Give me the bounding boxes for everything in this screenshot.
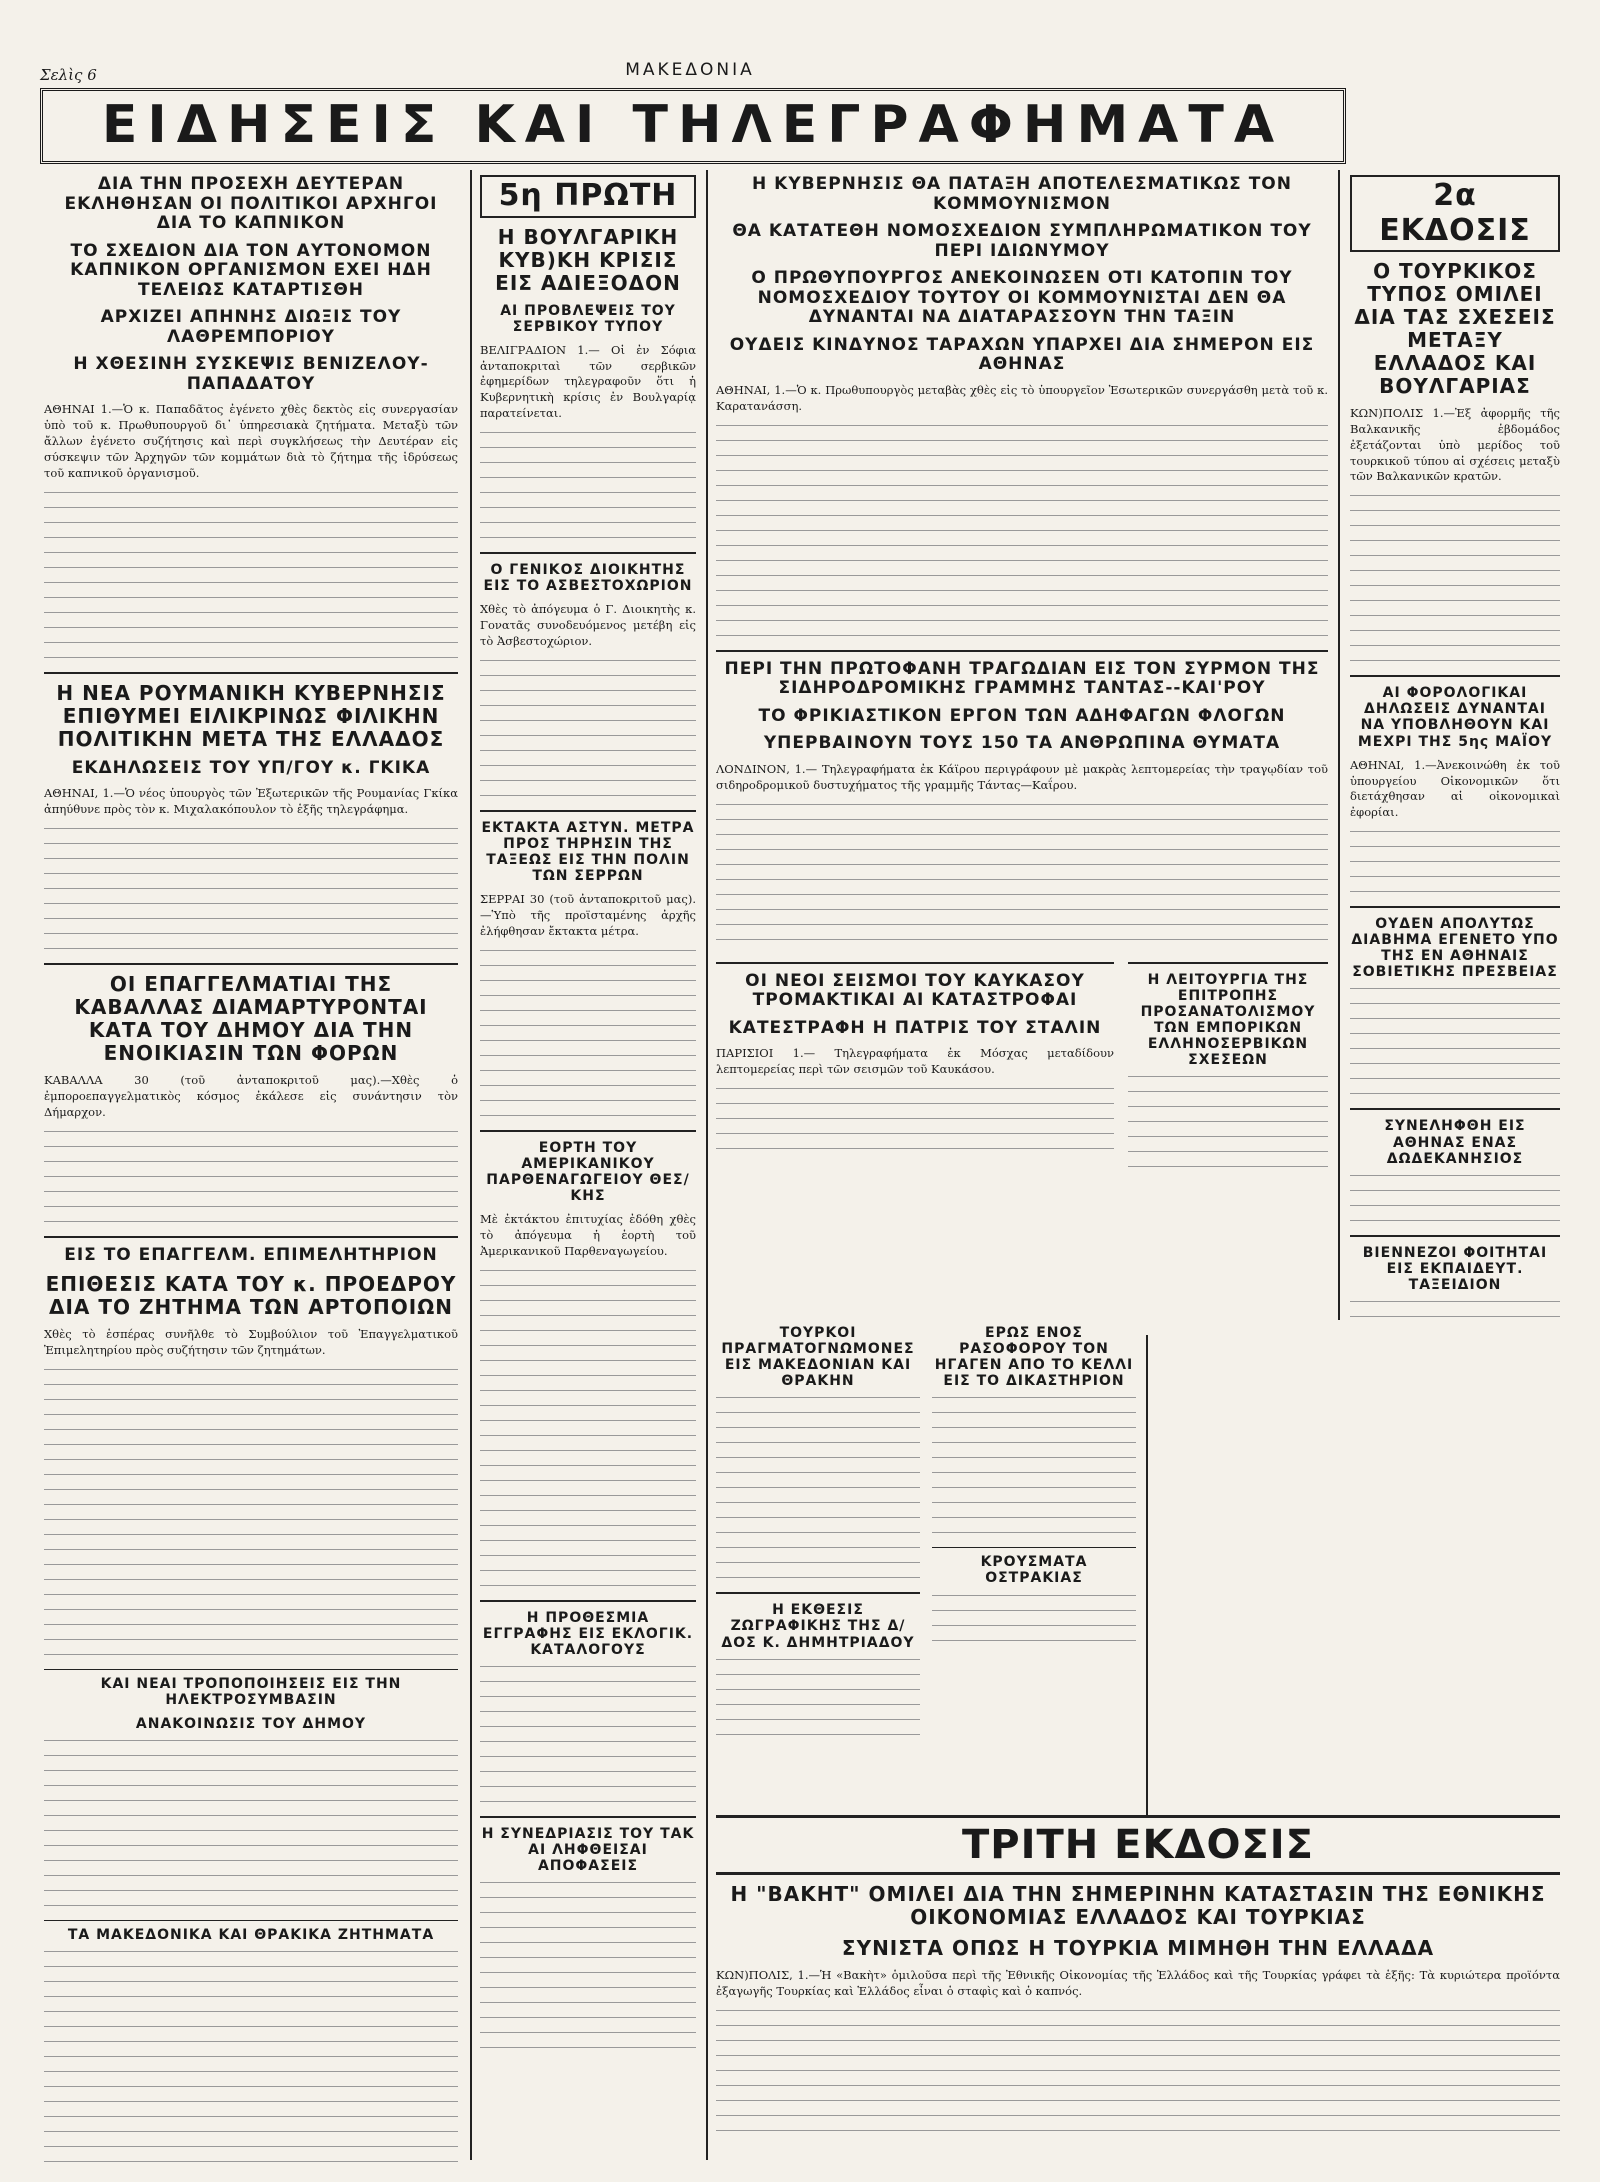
article-text-block xyxy=(932,1595,1136,1647)
headline: Η ΧΘΕΣΙΝΗ ΣΥΣΚΕΨΙΣ ΒΕΝΙΖΕΛΟΥ-ΠΑΠΑΔΑΤΟΥ xyxy=(73,354,429,394)
headline: ΟΙ ΕΠΑΓΓΕΛΜΑΤΙΑΙ ΤΗΣ ΚΑΒΑΛΛΑΣ ΔΙΑΜΑΡΤΥΡΟΝΤΑΙ ΚΑΤΑ ΤΟΥ ΔΗΜΟΥ ΔΙΑ ΤΗΝ ΕΝΟΙΚΙΑΣΙΝ ΤΩΝ ΦΟΡΩΝ xyxy=(74,972,428,1066)
article-text: ΚΩΝ)ΠΟΛΙΣ, 1.—Ἡ «Βακὴτ» ὁμιλοῦσα περὶ τῆς Ἐθνικῆς Οἰκονομίας τῆς Ἑλλάδος καὶ τῆς Τουρκίας γράφει τὰ ἑξῆς: Τὰ κυριώτερα προϊόντα ἐξαγωγῆς Τουρκίας καὶ Ἑλλάδος εἶναι ὁ σταφὶς καὶ ὁ καπνός. xyxy=(716,1968,1560,1998)
article-text: ΒΕΛΙΓΡΑΔΙΟΝ 1.— Οἱ ἐν Σόφια ἀνταποκριταὶ τῶν σερβικῶν ἐφημερίδων τηλεγραφοῦν ὅτι ἡ Κυβερνητικὴ κρίσις ἐν Βουλγαρίᾳ παρατείνεται. xyxy=(480,342,696,421)
article-text-block xyxy=(44,1131,458,1228)
article-text-block xyxy=(1128,1076,1328,1173)
article-text: ΠΑΡΙΣΙΟΙ 1.— Τηλεγραφήματα ἐκ Μόσχας μεταδίδουν λεπτομερείας περὶ τῶν σεισμῶν τοῦ Καυκάσου. xyxy=(716,1046,1114,1077)
subcolumn xyxy=(1128,954,1328,1182)
section-banner: ΕΙΔΗΣΕΙΣ ΚΑΙ ΤΗΛΕΓΡΑΦΗΜΑΤΑ xyxy=(101,95,1285,155)
headline: ΟΙ ΝΕΟΙ ΣΕΙΣΜΟΙ ΤΟΥ ΚΑΥΚΑΣΟΥ ΤΡΟΜΑΚΤΙΚΑΙ ΑΙ ΚΑΤΑΣΤΡΟΦΑΙ xyxy=(745,970,1085,1011)
article-text-block xyxy=(480,1882,696,2054)
divider xyxy=(480,552,696,554)
headline: ΑΡΧΙΖΕΙ ΑΠΗΝΗΣ ΔΙΩΞΙΣ ΤΟΥ ΛΑΘΡΕΜΠΟΡΙΟΥ xyxy=(100,307,402,347)
divider xyxy=(44,963,458,965)
spacer xyxy=(1148,1346,1560,1347)
headline: ΤΟΥΡΚΟΙ ΠΡΑΓΜΑΤΟΓΝΩΜΟΝΕΣ ΕΙΣ ΜΑΚΕΔΟΝΙΑΝ ΚΑΙ ΘΡΑΚΗΝ xyxy=(721,1325,915,1390)
lower-row xyxy=(716,954,1328,1182)
headline: Η ΣΥΝΕΔΡΙΑΣΙΣ ΤΟΥ ΤΑΚ ΑΙ ΛΗΦΘΕΙΣΑΙ ΑΠΟΦΑΣΕΙΣ xyxy=(481,1825,695,1875)
headline: ΚΑΙ ΝΕΑΙ ΤΡΟΠΟΠΟΙΗΣΕΙΣ ΕΙΣ ΤΗΝ ΗΛΕΚΤΡΟΣΥΜΒΑΣΙΝ xyxy=(100,1675,402,1708)
spacer xyxy=(1148,1332,1560,1333)
spacer xyxy=(1148,1370,1560,1371)
headline: ΕΙΣ ΤΟ ΕΠΑΓΓΕΛΜ. ΕΠΙΜΕΛΗΤΗΡΙΟΝ xyxy=(64,1244,438,1265)
headline: ΥΠΕΡΒΑΙΝΟΥΝ ΤΟΥΣ 150 ΤΑ ΑΝΘΡΩΠΙΝΑ ΘΥΜΑΤΑ xyxy=(763,733,1281,754)
headline: Η ΝΕΑ ΡΟΥΜΑΝΙΚΗ ΚΥΒΕΡΝΗΣΙΣ ΕΠΙΘΥΜΕΙ ΕΙΛΙΚΡΙΝΩΣ ΦΙΛΙΚΗΝ ΠΟΛΙΤΙΚΗΝ ΜΕΤΑ ΤΗΣ ΕΛΛΑΔΟΣ xyxy=(56,680,446,751)
spacer xyxy=(1148,1366,1560,1367)
headline: Ο ΓΕΝΙΚΟΣ ΔΙΟΙΚΗΤΗΣ ΕΙΣ ΤΟ ΑΣΒΕΣΤΟΧΩΡΙΟΝ xyxy=(483,561,693,595)
article-text-block xyxy=(480,1270,696,1592)
headline: Η ΒΟΥΛΓΑΡΙΚΗ ΚΥΒ)ΚΗ ΚΡΙΣΙΣ ΕΙΣ ΑΔΙΕΞΟΔΟΝ xyxy=(495,224,681,295)
column-3-lower xyxy=(716,1325,1136,1815)
headline: Η ΠΡΟΘΕΣΜΙΑ ΕΓΓΡΑΦΗΣ ΕΙΣ ΕΚΛΟΓΙΚ. ΚΑΤΑΛΟΓΟΥΣ xyxy=(482,1609,694,1658)
divider xyxy=(44,1669,458,1670)
article-text: ΑΘΗΝΑΙ, 1.—Ἀνεκοινώθη ἐκ τοῦ ὑπουργείου Οἰκονομικῶν ὅτι διετάχθησαν αἱ οἰκονομικαὶ ἐφορίαι. xyxy=(1350,757,1560,820)
headline: Ο ΤΟΥΡΚΙΚΟΣ ΤΥΠΟΣ ΟΜΙΛΕΙ ΔΙΑ ΤΑΣ ΣΧΕΣΕΙΣ ΜΕΤΑΞΥ ΕΛΛΑΔΟΣ ΚΑΙ ΒΟΥΛΓΑΡΙΑΣ xyxy=(1354,259,1556,398)
edition-badge: 5η ΠΡΩΤΗ xyxy=(480,175,696,218)
page-number: Σελὶς 6 xyxy=(40,66,97,84)
article-text-block xyxy=(716,2010,1560,2137)
third-edition-block xyxy=(716,1815,1560,2175)
article-text-block xyxy=(480,660,696,802)
column-rule xyxy=(706,170,708,2160)
spacer xyxy=(1148,1364,1560,1365)
spacer xyxy=(1148,1334,1560,1335)
article-text-block xyxy=(480,1666,696,1808)
headline: ΤΑ ΜΑΚΕΔΟΝΙΚΑ ΚΑΙ ΘΡΑΚΙΚΑ ΖΗΤΗΜΑΤΑ xyxy=(67,1927,435,1944)
article-text: Μὲ ἐκτάκτου ἐπιτυχίας ἐδόθη χθὲς τὸ ἀπόγευμα ἡ ἑορτὴ τοῦ Ἀμερικανικοῦ Παρθεναγωγείου. xyxy=(480,1212,696,1258)
spacer xyxy=(1148,1338,1560,1339)
subheadline: ΕΚΔΗΛΩΣΕΙΣ ΤΟΥ ΥΠ/ΓΟΥ κ. ΓΚΙΚΑ xyxy=(71,757,431,778)
divider xyxy=(716,1592,920,1594)
spacer xyxy=(1148,1344,1560,1345)
article-text-block xyxy=(1350,988,1560,1100)
headline: Η "ΒΑΚΗΤ" ΟΜΙΛΕΙ ΔΙΑ ΤΗΝ ΣΗΜΕΡΙΝΗΝ ΚΑΤΑΣΤΑΣΙΝ ΤΗΣ ΕΘΝΙΚΗΣ ΟΙΚΟΝΟΜΙΑΣ ΕΛΛΑΔΟΣ ΚΑΙ ΤΟΥΡΚΙΑΣ xyxy=(730,1882,1546,1929)
divider xyxy=(44,1236,458,1238)
headline: ΘΑ ΚΑΤΑΤΕΘΗ ΝΟΜΟΣΧΕΔΙΟΝ ΣΥΜΠΛΗΡΩΜΑΤΙΚΟΝ ΤΟΥ ΠΕΡΙ ΙΔΙΩΝΥΜΟΥ xyxy=(732,221,1312,261)
headline: ΤΟ ΦΡΙΚΙΑΣΤΙΚΟΝ ΕΡΓΟΝ ΤΩΝ ΑΔΗΦΑΓΩΝ ΦΛΟΓΩΝ xyxy=(758,705,1286,726)
article-text-block xyxy=(44,492,458,664)
article-text: ΑΘΗΝΑΙ 1.—Ὁ κ. Παπαδᾶτος ἐγένετο χθὲς δεκτὸς εἰς συνεργασίαν ὑπὸ τοῦ κ. Πρωθυπουργοῦ δι᾽ ὑπηρεσιακὰ ζητήματα. Μεταξὺ τῶν ἄλλων ἐγένετο συζήτησις καὶ περὶ συγκλήσεως τὴν Δευτέραν εἰς σύσκεψιν τῶν Ἀρχηγῶν τῶν κομμάτων διὰ τὸ ζήτημα τῆς ἱδρύσεως τοῦ καπνικοῦ ὀργανισμοῦ. xyxy=(44,402,458,480)
headline: Ο ΠΡΩΘΥΠΟΥΡΓΟΣ ΑΝΕΚΟΙΝΩΣΕΝ ΟΤΙ ΚΑΤΟΠΙΝ ΤΟΥ ΝΟΜΟΣΧΕΔΙΟΥ ΤΟΥΤΟΥ ΟΙ ΚΟΜΜΟΥΝΙΣΤΑΙ ΔΕΝ ΘΑ ΔΥΝΑΝΤΑΙ ΝΑ ΔΙΑΤΑΡΑΣΣΟΥΝ ΤΗΝ ΤΑΞΙΝ xyxy=(751,268,1293,328)
lower-row xyxy=(716,1325,1136,1749)
article-text-block xyxy=(932,1397,1136,1539)
third-edition-banner: ΤΡΙΤΗ ΕΚΔΟΣΙΣ xyxy=(716,1815,1560,1875)
article-text-block xyxy=(716,1088,1114,1155)
edition-badge: 2α ΕΚΔΟΣΙΣ xyxy=(1350,175,1560,252)
divider xyxy=(44,1920,458,1921)
headline: ΣΥΝΕΛΗΦΘΗ ΕΙΣ ΑΘΗΝΑΣ ΕΝΑΣ ΔΩΔΕΚΑΝΗΣΙΟΣ xyxy=(1384,1118,1526,1167)
spacer xyxy=(1148,1340,1560,1341)
article-text-block xyxy=(716,804,1328,946)
spacer xyxy=(1148,1790,1149,1791)
divider xyxy=(932,1547,1136,1548)
divider xyxy=(44,672,458,674)
headline: Η ΛΕΙΤΟΥΡΓΙΑ ΤΗΣ ΕΠΙΤΡΟΠΗΣ ΠΡΟΣΑΝΑΤΟΛΙΣΜΟΥ ΤΩΝ ΕΜΠΟΡΙΚΩΝ ΕΛΛΗΝΟΣΕΡΒΙΚΩΝ ΣΧΕΣΕΩΝ xyxy=(1140,971,1316,1069)
article-text: ΛΟΝΔΙΝΟΝ, 1.— Τηλεγραφήματα ἐκ Κάϊρου περιγράφουν μὲ μακρὰς λεπτομερείας τὴν τραγῳδίαν τοῦ σιδηροδρομικοῦ δυστυχήματος τῆς γραμμῆς Τάντας—Καΐρου. xyxy=(716,761,1328,792)
divider xyxy=(1128,962,1328,964)
spacer xyxy=(1148,1350,1560,1351)
headline: ΕΟΡΤΗ ΤΟΥ ΑΜΕΡΙΚΑΝΙΚΟΥ ΠΑΡΘΕΝΑΓΩΓΕΙΟΥ ΘΕΣ/ΚΗΣ xyxy=(486,1139,690,1204)
spacer xyxy=(1148,1336,1560,1337)
spacer xyxy=(1148,1342,1560,1343)
headline: ΑΙ ΦΟΡΟΛΟΓΙΚΑΙ ΔΗΛΩΣΕΙΣ ΔΥΝΑΝΤΑΙ ΝΑ ΥΠΟΒΛΗΘΟΥΝ ΚΑΙ ΜΕΧΡΙ ΤΗΣ 5ης ΜΑΪΟΥ xyxy=(1357,685,1553,750)
headline: ΤΟ ΣΧΕΔΙΟΝ ΔΙΑ ΤΟΝ ΑΥΤΟΝΟΜΟΝ ΚΑΠΝΙΚΟΝ ΟΡΓΑΝΙΣΜΟΝ ΕΧΕΙ ΗΔΗ ΤΕΛΕΙΩΣ ΚΑΤΑΡΤΙΣΘΗ xyxy=(70,240,432,300)
spacer xyxy=(1148,1374,1560,1375)
spacer xyxy=(1148,1368,1560,1369)
headline: ΒΙΕΝΝΕΖΟΙ ΦΟΙΤΗΤΑΙ ΕΙΣ ΕΚΠΑΙΔΕΥΤ. ΤΑΞΕΙΔΙΟΝ xyxy=(1362,1244,1548,1293)
subcolumn xyxy=(716,954,1114,1182)
column-3 xyxy=(716,175,1328,1320)
headline: ΟΥΔΕΝ ΑΠΟΛΥΤΩΣ ΔΙΑΒΗΜΑ ΕΓΕΝΕΤΟ ΥΠΟ ΤΗΣ ΕΝ ΑΘΗΝΑΙΣ ΣΟΒΙΕΤΙΚΗΣ ΠΡΕΣΒΕΙΑΣ xyxy=(1351,916,1559,981)
column-1 xyxy=(44,175,458,2165)
headline: Η ΕΚΘΕΣΙΣ ΖΩΓΡΑΦΙΚΗΣ ΤΗΣ Δ/ΔΟΣ Κ. ΔΗΜΗΤΡΙΑΔΟΥ xyxy=(721,1602,915,1651)
divider xyxy=(480,1130,696,1132)
article-text-block xyxy=(44,1951,458,2165)
subcolumn xyxy=(716,1325,920,1749)
spacer xyxy=(1148,1348,1560,1349)
article-text-block xyxy=(44,828,458,955)
spacer xyxy=(1148,1330,1560,1331)
headline: ΠΕΡΙ ΤΗΝ ΠΡΩΤΟΦΑΝΗ ΤΡΑΓΩΔΙΑΝ ΕΙΣ ΤΟΝ ΣΥΡΜΟΝ ΤΗΣ ΣΙΔΗΡΟΔΡΟΜΙΚΗΣ ΓΡΑΜΜΗΣ ΤΑΝΤΑΣ--ΚΑΙ'ΡΟΥ xyxy=(724,658,1320,699)
divider xyxy=(716,650,1328,652)
spacer xyxy=(1148,1376,1560,1377)
headline: ΣΥΝΙΣΤΑ ΟΠΩΣ Η ΤΟΥΡΚΙΑ ΜΙΜΗΘΗ ΤΗΝ ΕΛΛΑΔΑ xyxy=(841,1936,1435,1960)
article-text-block xyxy=(1350,1301,1560,1320)
article-text-block xyxy=(716,1397,920,1584)
headline: ΑΝΑΚΟΙΝΩΣΙΣ ΤΟΥ ΔΗΜΟΥ xyxy=(135,1716,367,1733)
article-text-block xyxy=(1350,1175,1560,1227)
headline: ΕΠΙΘΕΣΙΣ ΚΑΤΑ ΤΟΥ κ. ΠΡΟΕΔΡΟΥ ΔΙΑ ΤΟ ΖΗΤΗΜΑ ΤΩΝ ΑΡΤΟΠΟΙΩΝ xyxy=(45,1272,457,1320)
banner-box xyxy=(40,88,1346,164)
article-text-block xyxy=(480,432,696,544)
article-text: ΚΑΒΑΛΛΑ 30 (τοῦ ἀνταποκριτοῦ μας).—Χθὲς ὁ ἐμποροεπαγγελματικὸς κόσμος ἐκάλεσε εἰς συνάντησιν τὸν Δήμαρχον. xyxy=(44,1073,458,1119)
spacer xyxy=(1148,1372,1560,1373)
headline: ΔΙΑ ΤΗΝ ΠΡΟΣΕΧΗ ΔΕΥΤΕΡΑΝ ΕΚΛΗΘΗΣΑΝ ΟΙ ΠΟΛΙΤΙΚΟΙ ΑΡΧΗΓΟΙ ΔΙΑ ΤΟ ΚΑΠΝΙΚΟΝ xyxy=(64,175,438,234)
spacer xyxy=(1148,1580,1149,1581)
article-text: Χθὲς τὸ ἀπόγευμα ὁ Γ. Διοικητὴς κ. Γονατᾶς συνοδευόμενος μετέβη εἰς τὸ Ἀσβεστοχώριον. xyxy=(480,602,696,648)
article-text-block xyxy=(44,1740,458,1912)
column-rule xyxy=(1338,170,1340,1320)
article-text: ΑΘΗΝΑΙ, 1.—Ὁ νέος ὑπουργὸς τῶν Ἐξωτερικῶν τῆς Ρουμανίας Γκίκα ἀπηύθυνε πρὸς τὸν κ. Μιχαλακόπουλον τὸ ἑξῆς τηλεγράφημα. xyxy=(44,786,458,817)
divider xyxy=(1350,906,1560,908)
headline: ΚΑΤΕΣΤΡΑΦΗ Η ΠΑΤΡΙΣ ΤΟΥ ΣΤΑΛΙΝ xyxy=(728,1017,1102,1038)
headline: ΕΡΩΣ ΕΝΟΣ ΡΑΣΟΦΟΡΟΥ ΤΟΝ ΗΓΑΓΕΝ ΑΠΟ ΤΟ ΚΕΛΛΙ ΕΙΣ ΤΟ ΔΙΚΑΣΤΗΡΙΟΝ xyxy=(934,1325,1134,1390)
subcolumn xyxy=(932,1325,1136,1749)
spacer xyxy=(1148,1378,1560,1379)
article-text: Χθὲς τὸ ἑσπέρας συνῆλθε τὸ Συμβούλιον τοῦ Ἐπαγγελματικοῦ Ἐπιμελητηρίου πρὸς συζήτησιν τῶν ζητημάτων. xyxy=(44,1327,458,1358)
article-text: ΣΕΡΡΑΙ 30 (τοῦ ἀνταποκριτοῦ μας).—Ὑπὸ τῆς προϊσταμένης ἀρχῆς ἐλήφθησαν ἔκτακτα μέτρα. xyxy=(480,892,696,938)
spacer xyxy=(1148,1352,1560,1353)
column-2 xyxy=(480,175,696,2165)
headline: ΟΥΔΕΙΣ ΚΙΝΔΥΝΟΣ ΤΑΡΑΧΩΝ ΥΠΑΡΧΕΙ ΔΙΑ ΣΗΜΕΡΟΝ ΕΙΣ ΑΘΗΝΑΣ xyxy=(729,334,1315,375)
divider xyxy=(480,810,696,812)
divider xyxy=(1350,1108,1560,1110)
article-text: ΚΩΝ)ΠΟΛΙΣ 1.—Ἐξ ἀφορμῆς τῆς Βαλκανικῆς ἑβδομάδος ἐξετάζονται ὑπὸ μερίδος τοῦ τουρκικοῦ τύπου αἱ σχέσεις μεταξὺ τῶν Βαλκανικῶν κρατῶν. xyxy=(1350,406,1560,484)
divider xyxy=(1350,1235,1560,1237)
spacer xyxy=(1148,1362,1560,1363)
article-text-block xyxy=(44,1369,458,1661)
masthead: ΜΑΚΕΔΟΝΙΑ xyxy=(625,60,755,80)
divider xyxy=(716,962,1114,964)
article-text-block xyxy=(1350,831,1560,898)
column-4 xyxy=(1350,175,1560,1320)
article-text-block xyxy=(1350,495,1560,667)
divider xyxy=(480,1600,696,1602)
column-rule xyxy=(1146,1335,1148,1815)
article-text: ΑΘΗΝΑΙ, 1.—Ὁ κ. Πρωθυπουργὸς μεταβὰς χθὲς εἰς τὸ ὑπουργεῖον Ἐσωτερικῶν συνεργάσθη μετὰ τοῦ κ. Καρατανάσση. xyxy=(716,382,1328,413)
spacer xyxy=(1148,1360,1560,1361)
divider xyxy=(1350,675,1560,677)
spacer xyxy=(1148,1356,1560,1357)
article-text-block xyxy=(480,950,696,1122)
spacer xyxy=(1148,1354,1560,1355)
headline: ΕΚΤΑΚΤΑ ΑΣΤΥΝ. ΜΕΤΡΑ ΠΡΟΣ ΤΗΡΗΣΙΝ ΤΗΣ ΤΑΞΕΩΣ ΕΙΣ ΤΗΝ ΠΟΛΙΝ ΤΩΝ ΣΕΡΡΩΝ xyxy=(481,819,695,885)
headline: Η ΚΥΒΕΡΝΗΣΙΣ ΘΑ ΠΑΤΑΞΗ ΑΠΟΤΕΛΕΣΜΑΤΙΚΩΣ ΤΟΝ ΚΟΜΜΟΥΝΙΣΜΟΝ xyxy=(752,175,1292,214)
article-text-block xyxy=(716,425,1328,642)
spacer xyxy=(1148,1358,1560,1359)
divider xyxy=(480,1816,696,1818)
headline: ΚΡΟΥΣΜΑΤΑ ΟΣΤΡΑΚΙΑΣ xyxy=(980,1554,1088,1587)
spacer xyxy=(1148,1380,1560,1381)
subheadline: ΑΙ ΠΡΟΒΛΕΨΕΙΣ ΤΟΥ ΣΕΡΒΙΚΟΥ ΤΥΠΟΥ xyxy=(500,302,676,335)
article-text-block xyxy=(716,1659,920,1741)
column-rule xyxy=(470,170,472,2160)
